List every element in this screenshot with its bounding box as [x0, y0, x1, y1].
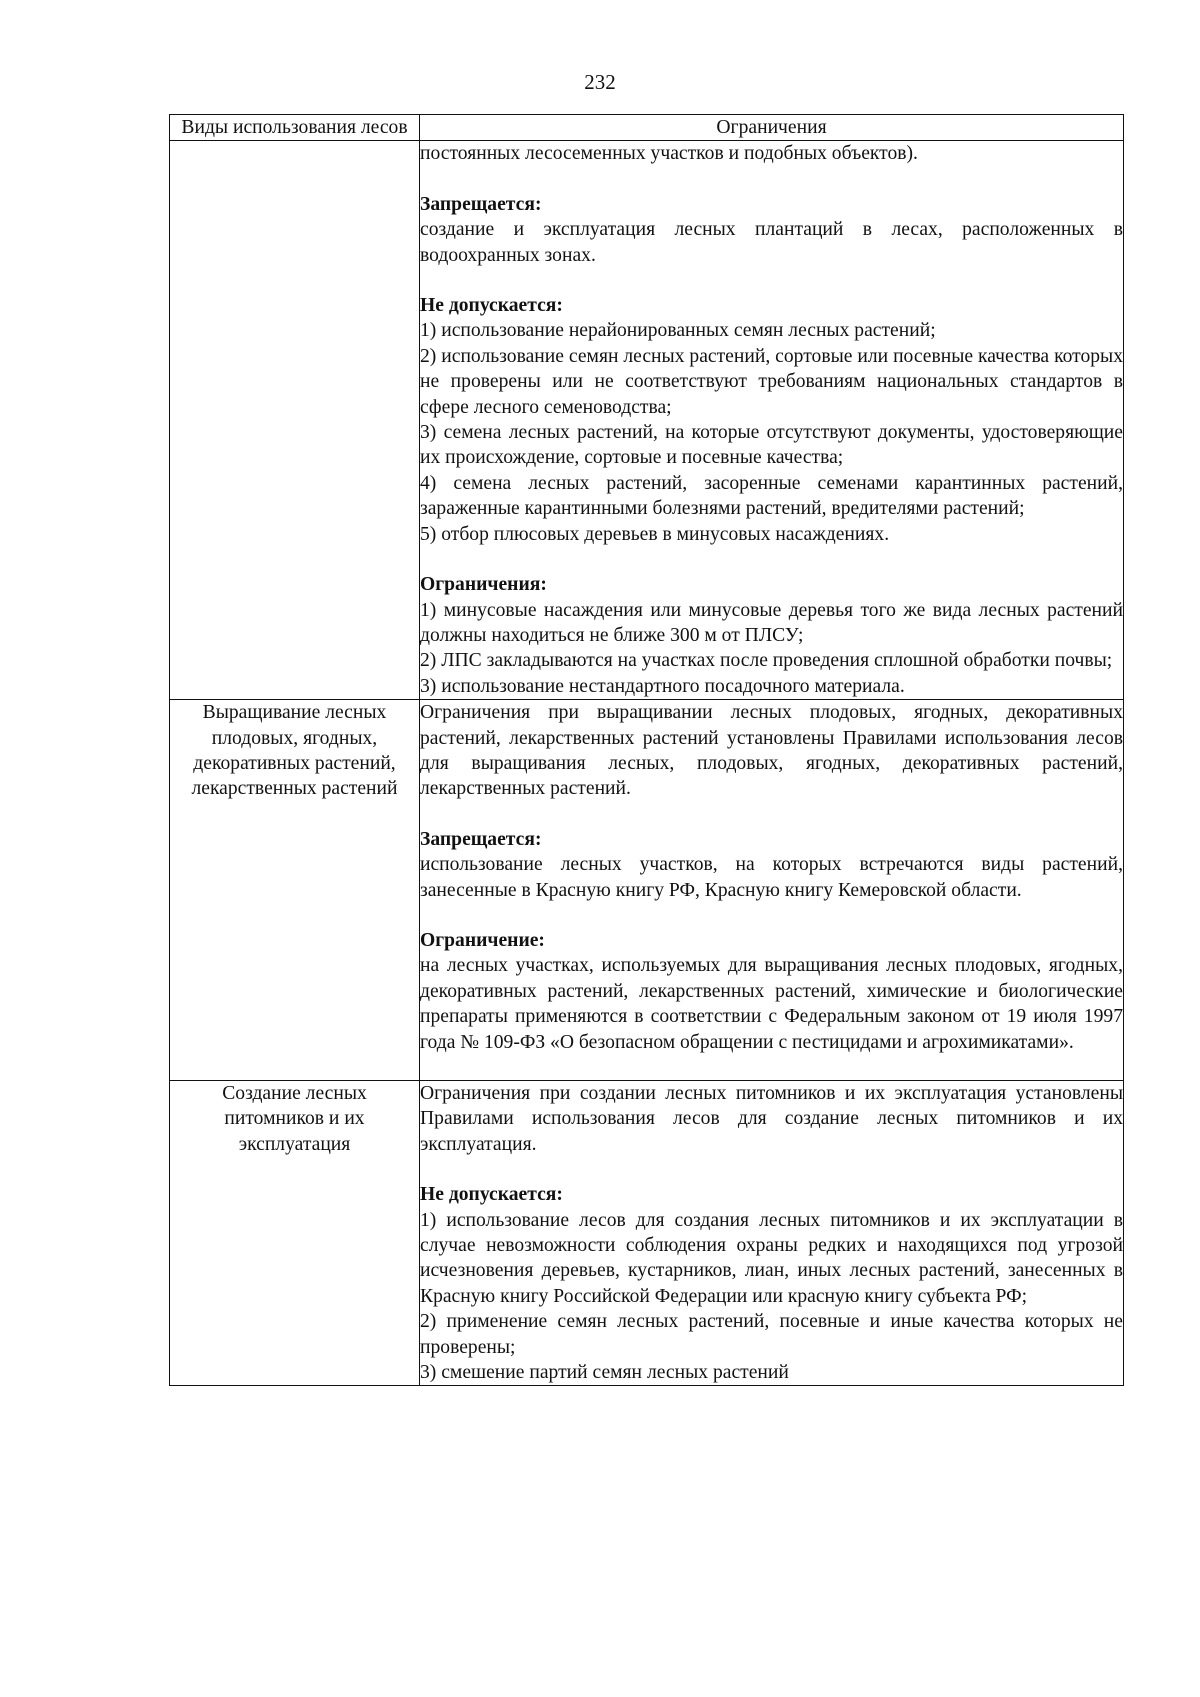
restrictions-cell — [420, 141, 1124, 700]
block-heading: Ограничения: — [420, 574, 547, 596]
paragraph-block — [420, 700, 1123, 802]
paragraph-text: Ограничения при выращивании лесных плодовых, ягодных, декоративных растений, лекарственных растений установлены Правилами использования лесов для выращивания лесных, плодовых, ягодных, декоративных растений, лекарственных растений. — [420, 702, 1123, 800]
list-item: 2) применение семян лесных растений, посевные и иные качества которых не проверены; — [420, 1311, 1123, 1358]
page-number: 232 — [584, 70, 616, 94]
block-heading: Не допускается: — [420, 1184, 563, 1206]
paragraph-block — [420, 572, 1123, 699]
header-restrictions: Ограничения — [420, 115, 1124, 141]
paragraph-text: постоянных лесосеменных участков и подобных объектов). — [420, 143, 918, 165]
list-item: 3) семена лесных растений, на которые отсутствуют документы, удостоверяющие их происхождение, сортовые и посевные качества; — [420, 422, 1123, 469]
block-heading: Ограничение: — [420, 929, 545, 951]
list-item: 5) отбор плюсовых деревьев в минусовых насаждениях. — [420, 523, 890, 545]
block-heading: Не допускается: — [420, 295, 563, 317]
header-usage-type: Виды использования лесов — [170, 115, 420, 141]
paragraph-text: создание и эксплуатация лесных плантаций в лесах, расположенных в водоохранных зонах. — [420, 219, 1123, 266]
table-header-row — [170, 115, 1124, 141]
list-item: 2) использование семян лесных растений, сортовые или посевные качества которых не проверены или не соответствуют требованиям национальных стандартов в сфере лесного семеноводства; — [420, 345, 1123, 418]
paragraph-block — [420, 1081, 1123, 1157]
restrictions-cell — [420, 1081, 1124, 1386]
block-heading: Запрещается: — [420, 193, 542, 215]
usage-type-cell — [170, 141, 420, 700]
list-item: 3) смешение партий семян лесных растений — [420, 1362, 789, 1384]
list-item: 1) использование нерайонированных семян лесных растений; — [420, 320, 936, 342]
paragraph-block — [420, 192, 1123, 268]
restrictions-cell — [420, 700, 1124, 1081]
usage-type-cell: Создание лесных питомников и их эксплуатация — [170, 1081, 420, 1386]
list-item: 1) минусовые насаждения или минусовые деревья того же вида лесных растений должны находиться не ближе 300 м от ПЛСУ; — [420, 599, 1123, 646]
usage-type-cell: Выращивание лесных плодовых, ягодных, декоративных растений, лекарственных растений — [170, 700, 420, 1081]
list-item: 4) семена лесных растений, засоренные семенами карантинных растений, зараженные карантинными болезнями растений, вредителями растений; — [420, 472, 1123, 520]
list-item: 1) использование лесов для создания лесных питомников и их эксплуатации в случае невозможности соблюдения охраны редких и находящихся под угрозой исчезновения деревьев, кустарников, лиан, иных лесных растений, занесенных в Красную книгу Российской Федерации или красную книгу субъекта РФ; — [420, 1209, 1123, 1307]
spacer — [420, 1055, 1123, 1080]
paragraph-block — [420, 827, 1123, 903]
paragraph-text: на лесных участках, используемых для выращивания лесных плодовых, ягодных, декоративных растений, лекарственных растений, химические и биологические препараты применяются в соответствии с Федеральным законом от 19 июля 1997 года № 109-ФЗ «О безопасном обращении с пестицидами и агрохимикатами». — [420, 955, 1123, 1053]
list-item: 3) использование нестандартного посадочного материала. — [420, 675, 905, 697]
paragraph-block — [420, 1182, 1123, 1385]
table-row — [170, 700, 1124, 1081]
block-heading: Запрещается: — [420, 828, 542, 850]
paragraph-block — [420, 141, 1123, 166]
list-item: 2) ЛПС закладываются на участках после проведения сплошной обработки почвы; — [420, 650, 1113, 672]
table-row — [170, 1081, 1124, 1386]
table-row — [170, 141, 1124, 700]
paragraph-text: Ограничения при создании лесных питомников и их эксплуатация установлены Правилами использования лесов для создание лесных питомников и их эксплуатация. — [420, 1083, 1123, 1155]
paragraph-text: использование лесных участков, на которых встречаются виды растений, занесенные в Красную книгу РФ, Красную книгу Кемеровской области. — [420, 854, 1123, 901]
paragraph-block — [420, 928, 1123, 1055]
restrictions-table — [169, 114, 1124, 1386]
paragraph-block — [420, 293, 1123, 547]
